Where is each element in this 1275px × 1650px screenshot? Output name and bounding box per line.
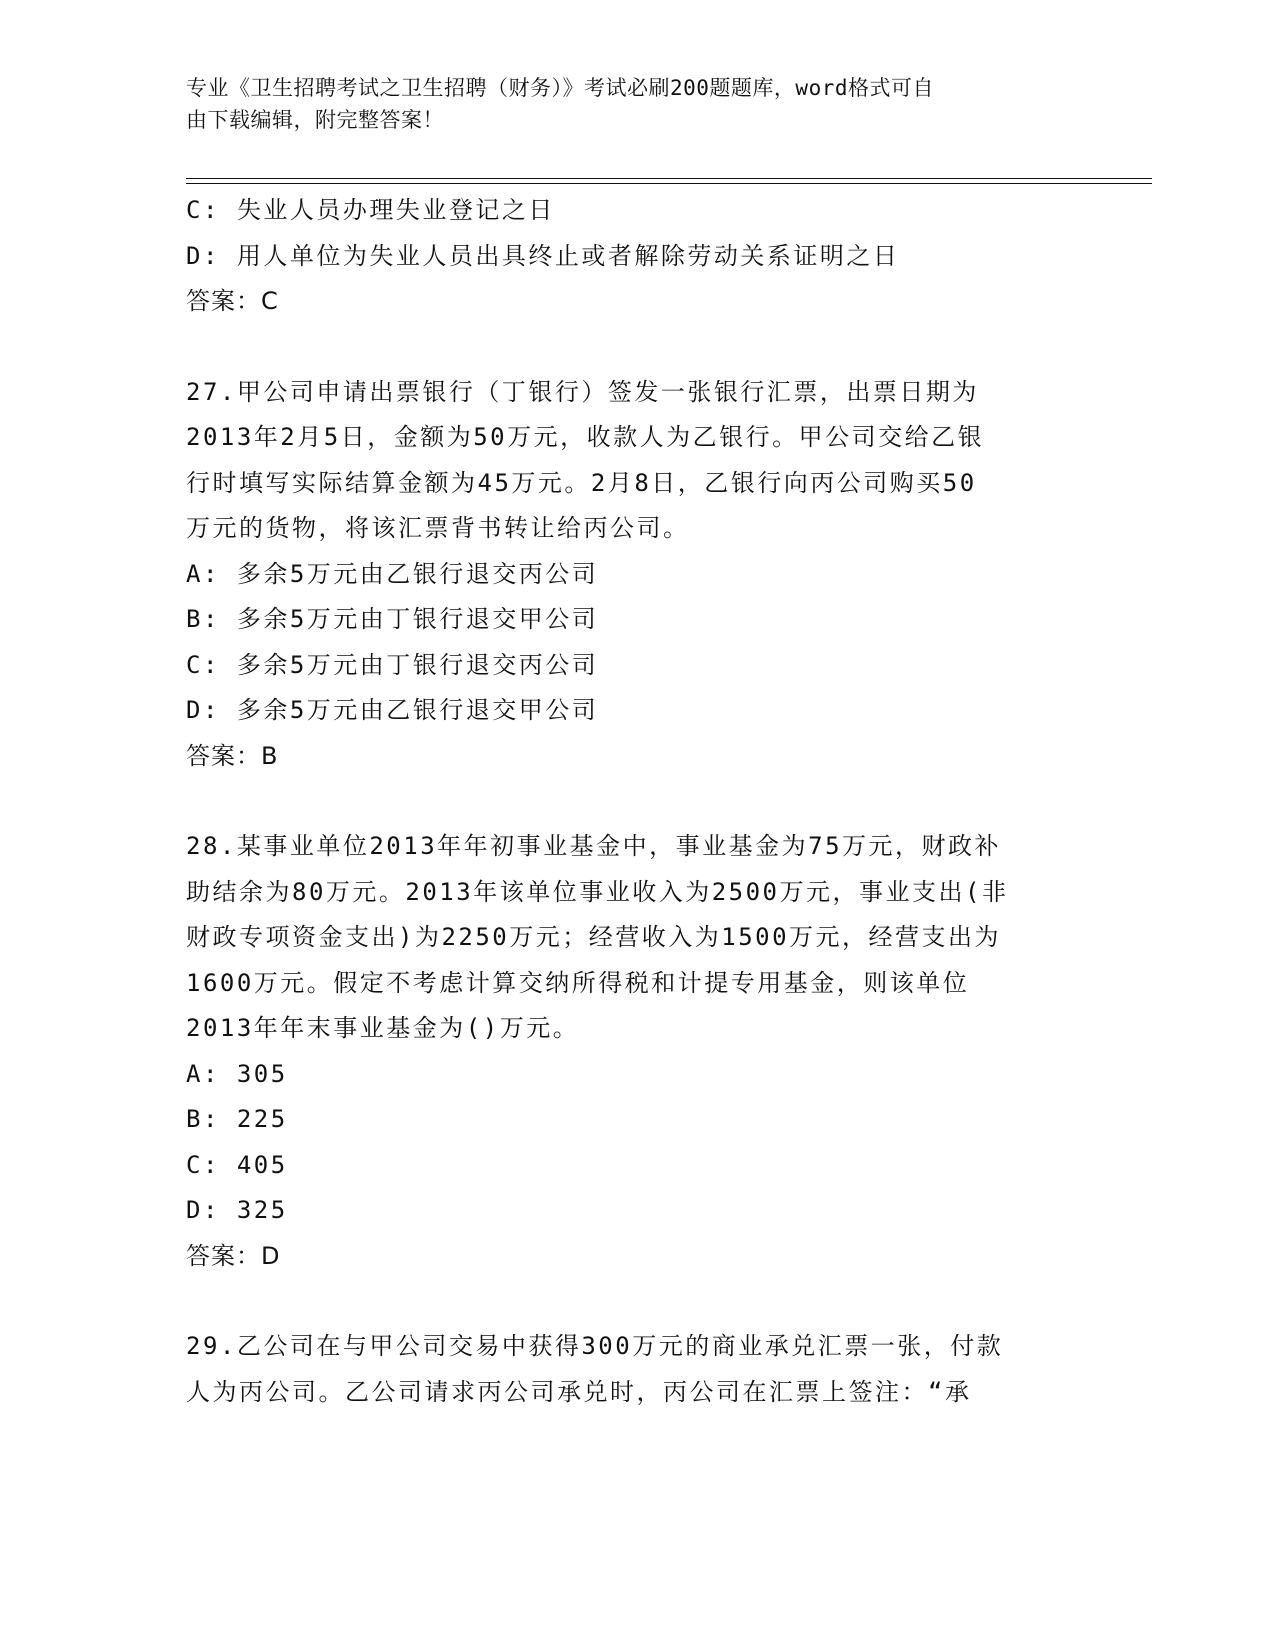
- question-27-stem-line: 万元的货物，将该汇票背书转让给丙公司。: [186, 514, 690, 542]
- question-27: [186, 370, 1086, 780]
- question-26-answer: 答案：C: [186, 287, 279, 315]
- question-27-option-d: D: 多余5万元由乙银行退交甲公司: [186, 696, 599, 724]
- question-27-stem-line: 行时填写实际结算金额为45万元。2月8日，乙银行向丙公司购买50: [186, 468, 977, 497]
- question-27-stem-line: 2013年2月5日，金额为50万元，收款人为乙银行。甲公司交给乙银: [186, 423, 985, 451]
- question-spacer: [186, 1279, 1086, 1324]
- question-29: [186, 1324, 1086, 1415]
- question-29-stem-line: 人为丙公司。乙公司请求丙公司承兑时，丙公司在汇票上签注：“承: [186, 1377, 972, 1406]
- header-rule-bottom: [186, 183, 1152, 184]
- document-content: [186, 188, 1086, 1415]
- question-27-option-a: A: 多余5万元由乙银行退交丙公司: [186, 559, 599, 588]
- question-26: [186, 188, 1086, 325]
- question-28-stem-line: 助结余为80万元。2013年该单位事业收入为2500万元，事业支出(非: [186, 877, 1009, 906]
- question-27-option-b: B: 多余5万元由丁银行退交甲公司: [186, 605, 599, 633]
- question-27-stem-line: 27.甲公司申请出票银行（丁银行）签发一张银行汇票，出票日期为: [186, 377, 979, 406]
- question-28-option-d: D: 325: [186, 1196, 288, 1224]
- question-26-option-d: D: 用人单位为失业人员出具终止或者解除劳动关系证明之日: [186, 241, 900, 270]
- document-header: [186, 72, 1066, 136]
- header-rule-top: [186, 178, 1152, 179]
- question-27-answer: 答案：B: [186, 741, 279, 770]
- question-spacer: [186, 325, 1086, 370]
- question-spacer: [186, 779, 1086, 824]
- question-27-option-c: C: 多余5万元由丁银行退交丙公司: [186, 650, 599, 679]
- question-28-option-a: A: 305: [186, 1059, 288, 1088]
- question-26-option-c: C: 失业人员办理失业登记之日: [186, 196, 555, 224]
- question-29-stem-line: 29.乙公司在与甲公司交易中获得300万元的商业承兑汇票一张，付款: [186, 1332, 1004, 1360]
- question-28-answer: 答案：D: [186, 1241, 281, 1270]
- question-28-stem-line: 1600万元。假定不考虑计算交纳所得税和计提专用基金，则该单位: [186, 968, 970, 997]
- question-28-option-c: C: 405: [186, 1150, 288, 1179]
- question-28-stem-line: 财政专项资金支出)为2250万元；经营收入为1500万元，经营支出为: [186, 923, 1002, 951]
- question-28-option-b: B: 225: [186, 1105, 288, 1133]
- header-line-2: 由下载编辑，附完整答案！: [186, 108, 444, 132]
- question-28-stem-line: 28.某事业单位2013年年初事业基金中，事业基金为75万元，财政补: [186, 832, 1002, 860]
- question-28: [186, 824, 1086, 1279]
- header-line-1: 专业《卫生招聘考试之卫生招聘（财务）》考试必刷200题题库，word格式可自: [186, 76, 934, 100]
- question-28-stem-line: 2013年年末事业基金为()万元。: [186, 1014, 580, 1042]
